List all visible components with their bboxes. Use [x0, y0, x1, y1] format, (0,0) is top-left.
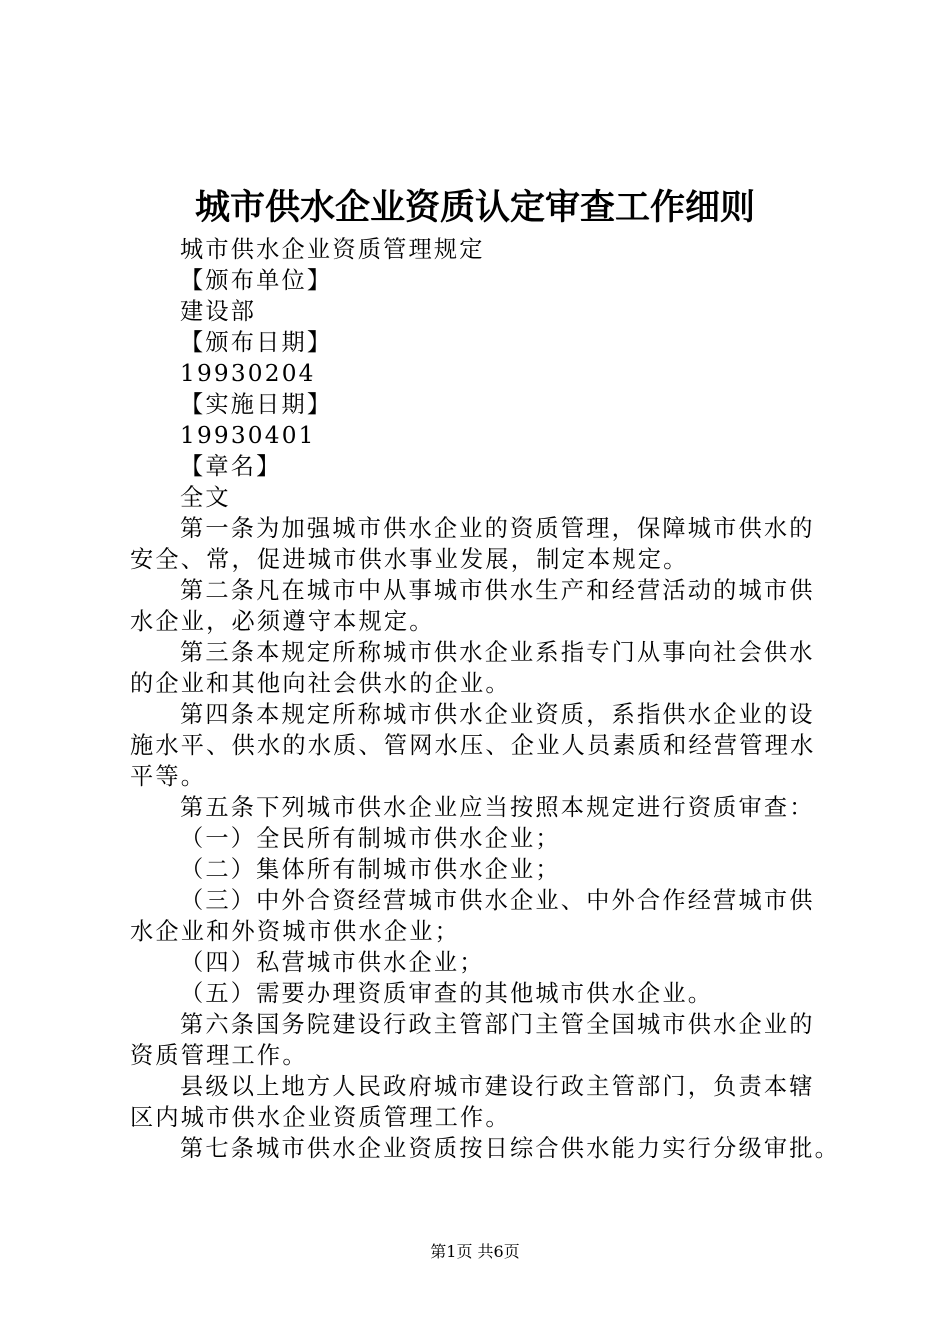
body-line: 资质管理工作。: [130, 1042, 308, 1069]
body-line: （二）集体所有制城市供水企业；: [180, 856, 561, 883]
body-line: 【颁布日期】: [180, 329, 333, 356]
body-line: 【章名】: [180, 453, 282, 480]
body-line: 的企业和其他向社会供水的企业。: [130, 670, 511, 697]
page-number-footer: 第1页 共6页: [430, 1242, 520, 1261]
body-line: （五）需要办理资质审查的其他城市供水企业。: [180, 980, 714, 1007]
body-line: （四）私营城市供水企业；: [180, 949, 485, 976]
body-line: 平等。: [130, 763, 207, 790]
body-line: 【颁布单位】: [180, 267, 333, 294]
body-line: 19930204: [180, 360, 316, 387]
body-line: 第四条本规定所称城市供水企业资质，系指供水企业的设: [180, 701, 815, 728]
body-line: 第六条国务院建设行政主管部门主管全国城市供水企业的: [180, 1011, 815, 1038]
body-line: 第二条凡在城市中从事城市供水生产和经营活动的城市供: [180, 577, 815, 604]
body-line: 19930401: [180, 422, 316, 449]
body-line: 第七条城市供水企业资质按日综合供水能力实行分级审批。: [180, 1135, 841, 1162]
body-line: 安全、常，促进城市供水事业发展，制定本规定。: [130, 546, 689, 573]
body-line: （一）全民所有制城市供水企业；: [180, 825, 561, 852]
body-line: 【实施日期】: [180, 391, 333, 418]
body-line: 区内城市供水企业资质管理工作。: [130, 1104, 511, 1131]
body-line: 水企业和外资城市供水企业；: [130, 918, 461, 945]
document-body: [130, 234, 841, 1164]
body-line: 施水平、供水的水质、管网水压、企业人员素质和经营管理水: [130, 732, 816, 759]
body-line: 水企业，必须遵守本规定。: [130, 608, 435, 635]
body-line: 县级以上地方人民政府城市建设行政主管部门，负责本辖: [180, 1073, 815, 1100]
body-line: （三）中外合资经营城市供水企业、中外合作经营城市供: [180, 887, 815, 914]
body-line: 建设部: [180, 298, 257, 325]
body-line: 城市供水企业资质管理规定: [180, 236, 485, 263]
body-line: 第三条本规定所称城市供水企业系指专门从事向社会供水: [180, 639, 815, 666]
body-line: 第五条下列城市供水企业应当按照本规定进行资质审查：: [180, 794, 815, 821]
body-line: 全文: [180, 484, 231, 511]
document-title: 城市供水企业资质认定审查工作细则: [194, 187, 755, 228]
body-line: 第一条为加强城市供水企业的资质管理，保障城市供水的: [180, 515, 815, 542]
